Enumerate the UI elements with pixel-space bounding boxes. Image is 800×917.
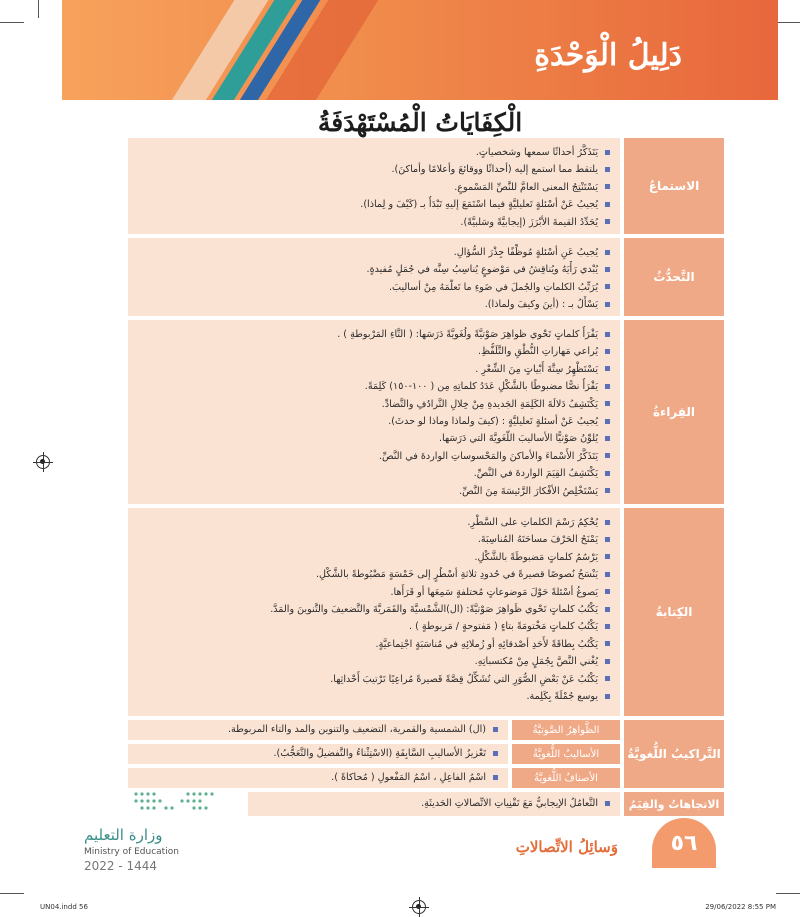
bullet-icon <box>605 488 610 493</box>
list-item: يُغْني النَّصَّ بِجُمَلٍ مِنْ مُكتسباتِهِ. <box>138 653 610 670</box>
bullet-icon <box>605 250 610 255</box>
registration-mark-icon <box>36 455 50 469</box>
list-item: يَكْتُبُ عَنْ بَعْضِ الصُّوَرِ التي تُشَكِّلُ قِصَّةً قَصيرةً مُراعِيًا تَرْتيبَ أَحْداثِها. <box>138 671 610 688</box>
structure-sublabel: الظَّواهِرُ الصَّوتيَّةُ <box>512 720 620 740</box>
bullet-icon <box>605 284 610 289</box>
bullet-icon <box>605 624 610 629</box>
section-items <box>128 320 620 504</box>
structure-sublabel: الأصنافُ اللُّغويَّةُ <box>512 768 620 788</box>
bullet-icon <box>605 676 610 681</box>
section-reading <box>128 320 724 504</box>
list-item: يلتقط مما استمع إليه (أحداثًا ووقائعَ وأعلامًا وأماكنَ). <box>138 161 610 178</box>
section-writing <box>128 508 724 716</box>
bullet-icon <box>493 727 498 732</box>
section-label: الاستماعُ <box>624 138 724 234</box>
list-item: يُراعي مَهاراتِ النُّطْقِ والتَّلَفُّظِ. <box>138 343 610 360</box>
list-item: يَرْسُمُ كلماتٍ مَضبوطَةً بالشَّكْلِ. <box>138 549 610 566</box>
section-label: الاتجاهاتُ والقِيَمُ <box>624 792 724 816</box>
edition-year: 2022 - 1444 <box>84 859 158 873</box>
section-label: التَّحدُّثُ <box>624 238 724 316</box>
decorative-dots-icon <box>132 790 222 814</box>
page-number: ٥٦ <box>652 818 716 868</box>
list-item: يُحْكِمُ رَسْمَ الكلماتِ على السَّطْرِ. <box>138 514 610 531</box>
bullet-icon <box>605 302 610 307</box>
bullet-icon <box>605 572 610 577</box>
bullet-icon <box>605 537 610 542</box>
bullet-icon <box>605 184 610 189</box>
bullet-icon <box>493 751 498 756</box>
bullet-icon <box>605 436 610 441</box>
bullet-icon <box>605 167 610 172</box>
unit-guide-banner <box>62 0 778 100</box>
bullet-icon <box>605 150 610 155</box>
list-item: يَصوغُ أسْئلةً حَوْلَ مَوضوعاتٍ مُختلفةٍ سَمِعَها أو قَرَأَها. <box>138 584 610 601</box>
bullet-icon <box>605 384 610 389</box>
section-items <box>248 792 620 816</box>
crop-mark <box>38 0 39 18</box>
list-item: يَكْتُبُ كلماتٍ تَحْوي ظَواهِرَ صَوْتيَّةً: (ال)الشَّمْسيَّةَ والقَمَريَّةَ والتَّضعيفَ والتَّنوينَ والمَدَّ. <box>138 601 610 618</box>
list-item: يُرَتِّبُ الكلماتِ والجُملَ في ضَوءِ ما تَعلَّمَهُ مِنْ أساليبَ. <box>138 279 610 296</box>
list-item: يُجيبُ عَنْ أسْئلةٍ تَعليليَّةٍ فيما اسْتَمَعَ إليهِ تَبْدَأُ بـ (كَيْفَ و لِماذا). <box>138 196 610 213</box>
list-item: يُبْدي رَأْيَهُ ويُناقِشُ في مَوْضوعٍ يُناسِبُ سِنَّه في جُمَلٍ مُفيدةٍ. <box>138 261 610 278</box>
section-label: التَّراكيبُ اللُّغويَّةُ <box>624 720 724 788</box>
bullet-icon <box>605 349 610 354</box>
list-item: يُجيبُ عَنِ أسْئلةٍ مُوظِّفًا جِذْرَ السُّؤالِ. <box>138 244 610 261</box>
bullet-icon <box>605 219 610 224</box>
structure-text: تَعْزيزُ الأساليبِ السَّابِقَةِ (الاسْتِثْناءُ والتَّفضيلُ والتَّعَجُّبُ). <box>128 744 508 764</box>
list-item: يَكْتَشِفُ دَلالَةَ الكَلِمَةِ الجَديدةِ مِنْ خِلالِ التَّرادُفِ والتَّضادِّ. <box>138 396 610 413</box>
book-page <box>62 0 778 874</box>
list-item: يُجيبُ عَنْ أسئلةٍ تَعليليَّةٍ : (كيفَ ولماذا وماذا لو حدثَ). <box>138 413 610 430</box>
list-item: يَنْسَخُ نُصوصًا قصيرةً في حُدودِ ثلاثةِ أسْطُرٍ إلى خَمْسَةٍ مَضْبُوطةً بالشَّكْلِ. <box>138 566 610 583</box>
section-items <box>128 238 620 316</box>
bullet-icon <box>605 471 610 476</box>
ministry-logo-arabic: وزارة التعليم <box>84 826 163 844</box>
section-label: القِراءةُ <box>624 320 724 504</box>
list-item: يَكْتُبُ بِطاقَةً لأَحَدِ أصْدقائِهِ أو زُملائِهِ في مُناسَبَةٍ اجْتِماعيَّةٍ. <box>138 636 610 653</box>
bullet-icon <box>605 332 610 337</box>
section-listening <box>128 138 724 234</box>
bullet-icon <box>605 202 610 207</box>
unit-name: وَسائِلُ الاتِّصالاتِ <box>515 838 618 856</box>
bullet-icon <box>605 554 610 559</box>
bullet-icon <box>605 801 610 806</box>
ministry-logo-english: Ministry of Education <box>84 847 179 857</box>
bullet-icon <box>493 775 498 780</box>
bullet-icon <box>605 607 610 612</box>
list-item: يُحَدِّدُ القيمةَ الأبْرَزَ (إيجابيَّةً وسَلبيَّةً). <box>138 214 610 231</box>
structure-text: اسْمُ الفاعِلِ ، اسْمُ المَفْعولِ ( مُحاكاةً ). <box>128 768 508 788</box>
list-item: يَمْنَحُ الحَرْفَ مساحَتَهُ المُناسِبَةَ. <box>138 531 610 548</box>
list-item: يَتَذَكَّرُ الأَسْماءَ والأماكنَ والمَحْسوساتِ الواردةَ في النَّصِّ. <box>138 448 610 465</box>
file-slug: UN04.indd 56 <box>40 903 88 911</box>
bullet-icon <box>605 267 610 272</box>
registration-mark-icon <box>412 900 426 914</box>
list-item: يَقْرَأُ نصًّا مضبوطًا بالشَّكْلِ عَدَدُ كلماتِهِ مِن ( ١٠٠-١٥٠) كَلِمَةً. <box>138 378 610 395</box>
bullet-icon <box>605 641 610 646</box>
list-item: يَسْتَنْتِجُ المعنى العامَّ للنَّصِّ المَسْموعِ. <box>138 179 610 196</box>
list-item: يَسْتَخْلِصُ الأفْكارَ الرَّئيسَةَ مِنَ النَّصِّ. <box>138 483 610 500</box>
list-item: التَّعامُلُ الإيجابيُّ مَعَ تَقْنِياتِ الاتِّصالاتِ الحَديثَةِ. <box>258 795 610 812</box>
section-items <box>128 508 620 716</box>
structure-sublabel: الأساليبُ اللُّغويَّةُ <box>512 744 620 764</box>
crop-mark <box>776 893 800 894</box>
bullet-icon <box>605 419 610 424</box>
bullet-icon <box>605 694 610 699</box>
list-item: يَسْتَظْهِرُ سِتَّةَ أَبْياتٍ مِنَ الشِّعْرِ . <box>138 361 610 378</box>
list-item: يوسع جُمْلَةً بِكَلِمة. <box>138 688 610 705</box>
section-speaking <box>128 238 724 316</box>
bullet-icon <box>605 401 610 406</box>
crop-mark <box>0 22 24 23</box>
section-structures <box>128 720 724 788</box>
crop-mark <box>776 22 800 23</box>
list-item: يَقْرَأُ كلماتٍ تَحْوي ظواهِرَ صَوْتيَّةً ولُغَويَّةً دَرَسَها: ( التَّاءِ المَرْبوطةِ ) . <box>138 326 610 343</box>
bullet-icon <box>605 589 610 594</box>
crop-mark <box>0 893 24 894</box>
section-label: الكِتابةُ <box>624 508 724 716</box>
section-items <box>128 138 620 234</box>
date-slug: 29/06/2022 8:55 PM <box>705 903 776 911</box>
structure-text: (ال) الشمسية والقمرية، التضعيف والتنوين والمد والتاء المربوطة. <box>128 720 508 740</box>
bullet-icon <box>605 366 610 371</box>
bullet-icon <box>605 520 610 525</box>
bullet-icon <box>605 453 610 458</box>
list-item: يَكْتَشِفُ القِيَمَ الواردةَ في النَّصِّ. <box>138 465 610 482</box>
bullet-icon <box>605 659 610 664</box>
list-item: يُلوِّنُ صَوْتيًّا الأساليبَ اللُّغَويَّةَ التي دَرَسَها. <box>138 430 610 447</box>
list-item: يَكْتُبُ كلماتٍ مَخْتومَةً بتاءٍ ( مَفتوحةٍ / مَربوطةٍ ) . <box>138 618 610 635</box>
list-item: يَسْأَلُ بـ : (أينَ وكيفَ ولماذا). <box>138 296 610 313</box>
list-item: يَتَذَكَّرُ أحداثًا سمعها وشخصياتٍ. <box>138 144 610 161</box>
unit-guide-title: دَلِيلُ الْوَحْدَةِ <box>534 38 682 73</box>
page-heading: الْكِفَايَاتُ الْمُسْتَهْدَفَةُ <box>317 108 523 137</box>
